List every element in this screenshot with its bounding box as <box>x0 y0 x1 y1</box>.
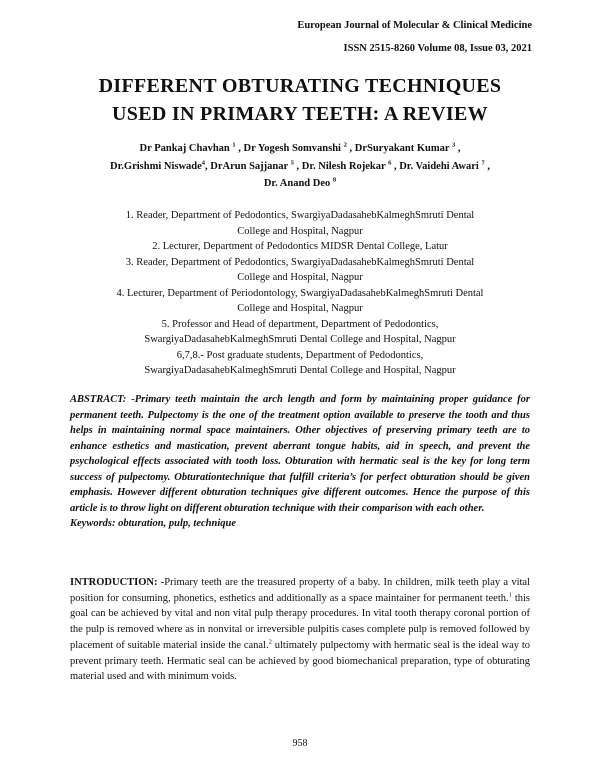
intro-text-1: Primary teeth are the treasured property of a baby. In children, milk teeth play a vital position for consuming, phonetics, esthetics and additionally as a space maintainer for permanent teeth. <box>70 577 530 604</box>
citation-2: 2 <box>268 638 272 646</box>
introduction-paragraph <box>70 575 530 685</box>
author-list <box>64 140 536 193</box>
paper-title <box>60 72 540 128</box>
author-8-affiliation: 8 <box>332 176 337 184</box>
journal-name: European Journal of Molecular & Clinical Medicine <box>297 20 532 31</box>
abstract-text: ABSTRACT: -Primary teeth maintain the arch length and form by maintaining proper guidance for permanent teeth. Pulpectomy is the one of the treatment option available to preserve the tooth and thus helps in maintaining normal space maintainers. Other objectives of preserving primary teeth are to enhance esthetics and mastication, prevent aberrant tongue habits, aid in speech, and prevent the psychological effects associated with tooth loss. Obturation with hermatic seal is the key for long term success of pulpectomy. Obturationtechnique that fulfill criteria’s for perfect obturation should be given emphasis. However different obturation techniques give different outcomes. Hence the purpose of this article is to throw light on different obturation technique with their comparison with each other. <box>70 394 530 514</box>
affiliation-line: College and Hospital, Nagpur <box>237 225 363 237</box>
author-3-affiliation: 3 <box>451 141 456 149</box>
author-1-affiliation: 1 <box>232 141 236 149</box>
intro-text-2: this goal can be achieved by vital and non vital pulp therapy procedures. In vital tooth therapy coronal portion of the pulp is removed where as in nonvital or irreversible pulpitis cases complete pulp is removed followed by placement of suitable material inside the canal. <box>70 592 530 651</box>
introduction-section <box>70 575 530 685</box>
affiliation-line: College and Hospital, Nagpur <box>237 272 363 283</box>
affiliation-line: SwargiyaDadasahebKalmeghSmruti Dental College and Hospital, Nagpur <box>144 334 456 345</box>
title-line-1: DIFFERENT OBTURATING TECHNIQUES <box>98 75 502 97</box>
keywords: Keywords: obturation, pulp, technique <box>70 518 236 529</box>
author-line-3 <box>64 175 536 193</box>
author-6-affiliation: 6 <box>388 159 392 166</box>
author-7: , Dr. Vaidehi Awari <box>391 160 482 172</box>
introduction-heading: INTRODUCTION: - <box>70 577 165 588</box>
affiliation-list <box>70 208 530 379</box>
affiliation-line: SwargiyaDadasahebKalmeghSmruti Dental College and Hospital, Nagpur <box>144 365 456 376</box>
affiliation-line: 4. Lecturer, Department of Periodontology, SwargiyaDadasahebKalmeghSmruti Dental <box>116 287 484 299</box>
author-6: , Dr. Nilesh Rojekar <box>293 160 389 172</box>
affiliation-line: College and Hospital, Nagpur <box>237 303 363 314</box>
author-separator: , <box>455 143 461 154</box>
author-line-2 <box>64 158 536 176</box>
author-4: Dr.Grishmi Niswade <box>110 160 202 172</box>
author-3: , DrSuryakant Kumar <box>346 143 452 154</box>
affiliation-line: 5. Professor and Head of department, Department of Pedodontics, <box>161 318 439 330</box>
author-line-1 <box>64 140 536 158</box>
affiliation-line: 1. Reader, Department of Pedodontics, SwargiyaDadasahebKalmeghSmruti Dental <box>125 210 475 221</box>
author-2: , Dr Yogesh Somvanshi <box>235 143 344 154</box>
author-8: Dr. Anand Deo <box>263 178 333 189</box>
affiliation-line: 2. Lecturer, Department of Pedodontics MIDSR Dental College, Latur <box>152 241 448 252</box>
page-number: 958 <box>292 738 308 749</box>
issn-volume-line: ISSN 2515-8260 Volume 08, Issue 03, 2021 <box>343 43 532 54</box>
abstract-section <box>70 392 530 532</box>
affiliation-line: 3. Reader, Department of Pedodontics, SwargiyaDadasahebKalmeghSmruti Dental <box>125 256 475 268</box>
affiliation-line: 6,7,8.- Post graduate students, Department of Pedodontics, <box>176 349 424 361</box>
author-2-affiliation: 2 <box>343 141 347 149</box>
author-1: Dr Pankaj Chavhan <box>139 143 233 154</box>
author-4-affiliation: 4 <box>201 159 206 166</box>
citation-1: 1 <box>508 591 512 599</box>
author-5: , DrArun Sajjanar <box>205 160 291 172</box>
intro-text-3: ultimately pulpectomy with hermatic seal is the ideal way to prevent primary teeth. Hermatic seal can be achieved by good biomechanical preparation, type of obturating material used and with minimum voids. <box>70 639 530 683</box>
title-line-2: USED IN PRIMARY TEETH: A REVIEW <box>112 103 488 125</box>
author-separator: , <box>484 160 490 172</box>
author-7-affiliation: 7 <box>481 159 485 166</box>
author-5-affiliation: 5 <box>290 159 294 166</box>
